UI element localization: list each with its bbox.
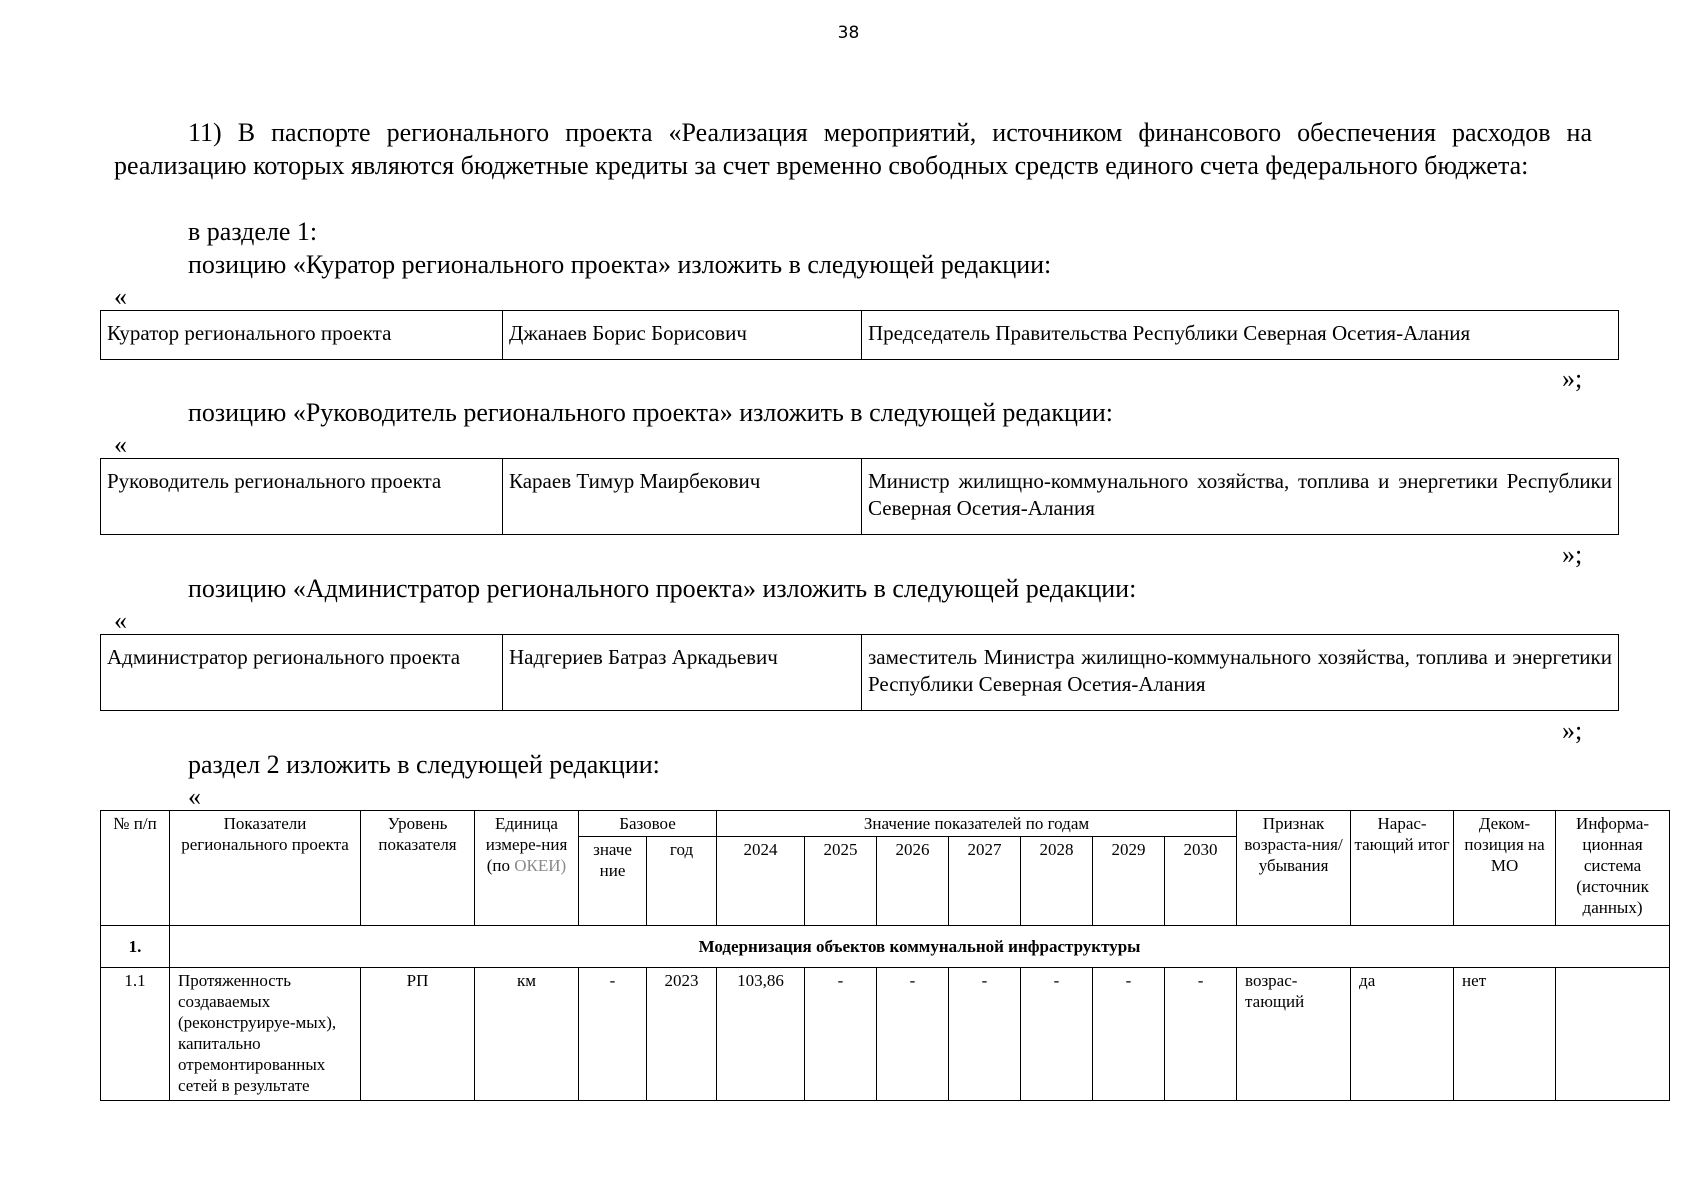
post-cell: Министр жилищно-коммунального хозяйства, топлива и энергетики Республики Северная Осетия-Алания (862, 459, 1619, 535)
instruction-section-2: раздел 2 изложить в следующей редакции: (188, 750, 660, 779)
close-quote: »; (1562, 364, 1583, 393)
col-header-year: 2027 (949, 837, 1021, 926)
col-header-year: 2025 (805, 837, 877, 926)
person-cell: Джанаев Борис Борисович (503, 311, 862, 360)
year-value: - (1093, 968, 1165, 1101)
page-number: 38 (837, 23, 860, 43)
col-header-decomposition: Деком-позиция на МО (1454, 811, 1556, 926)
indicator-level: РП (361, 968, 475, 1101)
col-header-years-group: Значение показателей по годам (717, 811, 1237, 837)
year-value: - (1165, 968, 1237, 1101)
col-header-year: 2024 (717, 837, 805, 926)
instruction-head: позицию «Руководитель регионального проекта» изложить в следующей редакции: (188, 398, 1113, 427)
role-cell: Куратор регионального проекта (101, 311, 503, 360)
base-year: 2023 (647, 968, 717, 1101)
table-row (101, 459, 1619, 535)
section-title: Модернизация объектов коммунальной инфраструктуры (170, 926, 1670, 968)
table-row (101, 635, 1619, 711)
col-header-year: 2028 (1021, 837, 1093, 926)
year-value: 103,86 (717, 968, 805, 1101)
col-header-indicator: Показатели регионального проекта (170, 811, 361, 926)
decomposition-value: нет (1454, 968, 1556, 1101)
header-row (101, 811, 1670, 837)
administrator-table (100, 634, 1619, 711)
col-header-info-system: Информа-ционная система (источник данных) (1556, 811, 1670, 926)
table-row (101, 968, 1670, 1101)
indicators-table (100, 810, 1670, 1101)
col-header-unit (475, 811, 579, 926)
curator-table (100, 310, 1619, 360)
col-header-num: № п/п (101, 811, 170, 926)
col-header-base-year: год (647, 837, 717, 926)
year-value: - (1021, 968, 1093, 1101)
role-cell: Руководитель регионального проекта (101, 459, 503, 535)
open-quote: « (188, 782, 201, 811)
section-reference: в разделе 1: (188, 217, 318, 246)
section-number: 1. (101, 926, 170, 968)
person-cell: Караев Тимур Маирбекович (503, 459, 862, 535)
open-quote: « (114, 430, 127, 459)
head-table (100, 458, 1619, 535)
year-value: - (805, 968, 877, 1101)
col-header-year: 2029 (1093, 837, 1165, 926)
table-row (101, 311, 1619, 360)
post-cell: Председатель Правительства Республики Северная Осетия-Алания (862, 311, 1619, 360)
indicator-unit: км (475, 968, 579, 1101)
role-cell: Администратор регионального проекта (101, 635, 503, 711)
col-header-base: Базовое (579, 811, 717, 837)
year-value: - (877, 968, 949, 1101)
year-value: - (949, 968, 1021, 1101)
post-cell: заместитель Министра жилищно-коммунального хозяйства, топлива и энергетики Республики Северная Осетия-Алания (862, 635, 1619, 711)
row-number: 1.1 (101, 968, 170, 1101)
section-row (101, 926, 1670, 968)
col-header-base-value: значе ние (579, 837, 647, 926)
trend-value: возрас-тающий (1237, 968, 1351, 1101)
intro-paragraph: 11) В паспорте регионального проекта «Реализация мероприятий, источником финансового обеспечения расходов на реализацию которых являются бюджетные кредиты за счет временно свободных средств единого счета федерального бюджета: (114, 118, 1592, 180)
info-system-value (1556, 968, 1670, 1101)
close-quote: »; (1562, 540, 1583, 569)
open-quote: « (114, 606, 127, 635)
open-quote: « (114, 282, 127, 311)
close-quote: »; (1562, 716, 1583, 745)
col-header-year: 2026 (877, 837, 949, 926)
unit-label: Единица измере-ния (по (485, 814, 568, 875)
cumulative-value: да (1351, 968, 1454, 1101)
col-header-year: 2030 (1165, 837, 1237, 926)
instruction-administrator: позицию «Администратор регионального проекта» изложить в следующей редакции: (188, 574, 1137, 603)
indicator-name: Протяженность создаваемых (реконструируе-мых), капитально отремонтированных сетей в результате (170, 968, 361, 1101)
base-value: - (579, 968, 647, 1101)
person-cell: Надгериев Батраз Аркадьевич (503, 635, 862, 711)
col-header-cumulative: Нарас-тающий итог (1351, 811, 1454, 926)
instruction-curator: позицию «Куратор регионального проекта» изложить в следующей редакции: (188, 250, 1052, 279)
col-header-level: Уровень показателя (361, 811, 475, 926)
col-header-trend: Признак возраста-ния/ убывания (1237, 811, 1351, 926)
unit-okei-label: ОКЕИ) (514, 856, 567, 875)
